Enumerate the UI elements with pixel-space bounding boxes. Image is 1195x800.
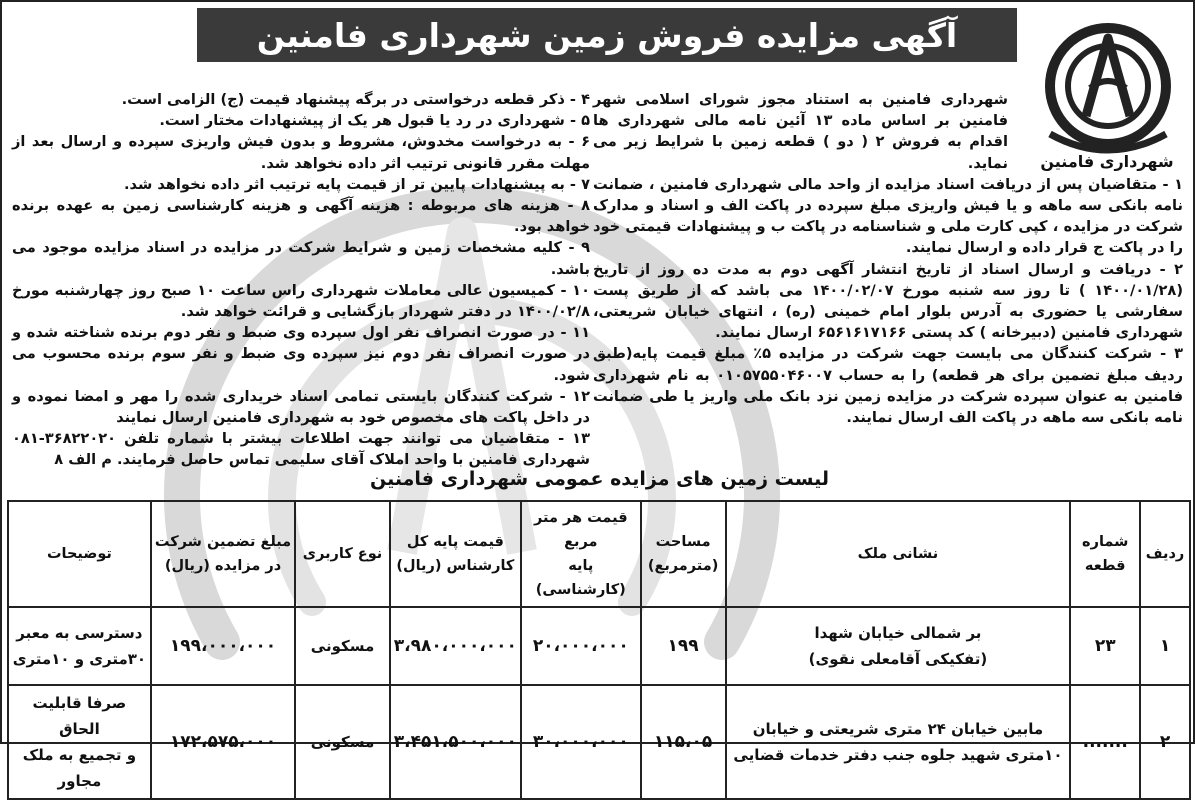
condition-item-9: ۹ - کلیه مشخصات زمین و شرایط شرکت در مزایده در اسناد مزایده موجود می باشد. <box>12 239 590 278</box>
header-land-use <box>295 501 390 607</box>
condition-item-3: ۳ - شرکت کنندگان می بایست جهت شرکت در مزایده ۵٪ مبلغ قیمت پایه(طبق ردیف مبلغ تضمین برای هر قطعه) را به حساب ۰۱۰۵۷۵۵۰۴۶۰۰۷ به نام شهرداری فامنین به عنوان سپرده شرکت در مزایده زمین نزد بانک ملی واریز یا طی ضمانت نامه بانکی سه ماهه در پاکت الف ارسال نمایند. <box>593 345 1183 427</box>
condition-item-7: ۷ - به پیشنهادات پایین تر از قیمت پایه ترتیب اثر داده نخواهد شد. <box>123 175 590 193</box>
table-header-row <box>8 501 1190 607</box>
title-bar <box>197 8 1017 62</box>
guarantee-amount-cell <box>151 685 295 799</box>
total-base-price-cell <box>390 607 521 685</box>
price-per-meter-cell <box>521 685 641 799</box>
address-cell <box>726 685 1071 799</box>
cell-value: ۳،۹۸۰،۰۰۰،۰۰۰ <box>393 636 517 656</box>
logo-caption: شهرداری فامنین <box>1040 152 1174 171</box>
area-cell <box>641 685 726 799</box>
cell-value: ۱۷۲،۵۷۵،۰۰۰ <box>169 732 277 752</box>
intro-paragraph: شهرداری فامنین به استناد مجوز شورای اسلامی شهر فامنین بر اساس ماده ۱۳ آئین نامه مالی شهرداری ها اقدام به فروش ۲ ( دو ) قطعه زمین با شرایط زیر می نماید. <box>593 91 1008 172</box>
header-total-base-price <box>390 501 521 607</box>
row-number-cell <box>1140 607 1190 685</box>
cell-value: صرفا قابلیت الحاق و تجمیع به ملک مجاور <box>22 694 137 790</box>
condition-item-1: ۱ - متقاضیان پس از دریافت اسناد مزایده از واحد مالی شهرداری فامنین ، ضمانت نامه بانکی سه ماهه و یا فیش واریزی مبلغ سپرده در پاکت الف و اسناد و مدارک شرکت در مزایده ، کپی کارت ملی و شناسنامه در پاکت ب و پیشنهادات قیمتی خود را در پاکت ج قرار داده و ارسال نمایند. <box>593 175 1183 257</box>
header-row-number <box>1140 501 1190 607</box>
table-title: لیست زمین های مزایده عمومی شهرداری فامنین <box>370 468 829 490</box>
header-notes <box>8 501 151 607</box>
land-use-cell <box>295 607 390 685</box>
condition-item-10: ۱۰ - کمیسیون عالی معاملات شهرداری راس ساعت ۱۰ صبح روز چهارشنبه مورخ ۱۴۰۰/۰۲/۸ در دفتر شهردار بازگشایی و قرائت خواهد شد. <box>12 281 590 321</box>
header-parcel-number <box>1070 501 1140 607</box>
header-label: ردیف <box>1145 546 1185 562</box>
header-price-per-meter <box>521 501 641 607</box>
conditions-right-column <box>593 89 1183 428</box>
header-label: شماره قطعه <box>1082 534 1129 574</box>
cell-value: ۳۰،۰۰۰،۰۰۰ <box>532 732 629 752</box>
guarantee-amount-cell <box>151 607 295 685</box>
condition-item-6: ۶ - به درخواست مخدوش، مشروط و بدون فیش واریزی سپرده و ارسال بعد از مهلت مقرر قانونی ترتیب اثر داده نخواهد شد. <box>12 133 590 172</box>
condition-item-8: ۸ - هزینه های مربوطه : هزینه آگهی و هزینه کارشناسی زمین به عهده برنده خواهد بود. <box>12 197 590 236</box>
cell-value: مسکونی <box>310 637 375 655</box>
cell-value: مابین خیابان ۲۴ متری شریعتی و خیابان ۱۰متری شهید جلوه جنب دفتر خدمات قضایی <box>733 720 1063 764</box>
header-label: نشانی ملک <box>857 546 939 562</box>
condition-item-4: ۴ - ذکر قطعه درخواستی در برگه پیشنهاد قیمت (ج) الزامی است. <box>121 91 590 108</box>
notes-cell <box>8 685 151 799</box>
header-label: قیمت هر متر مربع پایه (کارشناسی) <box>534 510 628 598</box>
header-label: نوع کاربری <box>302 546 383 562</box>
price-per-meter-cell <box>521 607 641 685</box>
condition-item-2: ۲ - دریافت و ارسال اسناد از تاریخ انتشار آگهی دوم به مدت ده روز از تاریخ (۱۴۰۰/۰۱/۲۸ ) تا روز سه شنبه مورخ ۱۴۰۰/۰۲/۰۷ می باشد که از طریق پست سفارشی یا حضوری به آدرس بلوار امام خمینی (ره) ، انتهای خیابان شریعتی، شهرداری فامنین (دبیرخانه ) کد پستی ۶۵۶۱۶۱۷۱۶۶ ارسال نمایند. <box>593 260 1183 342</box>
parcel-number-cell <box>1070 685 1140 799</box>
parcel-number-cell <box>1070 607 1140 685</box>
land-use-cell <box>295 685 390 799</box>
condition-item-12: ۱۲ - شرکت کنندگان بایستی تمامی اسناد خریداری شده را مهر و امضا نموده و در داخل پاکت های مخصوص خود به شهرداری فامنین ارسال نمایند <box>12 387 590 427</box>
header-guarantee-amount <box>151 501 295 607</box>
cell-value: ۲ <box>1159 732 1171 752</box>
condition-item-11: ۱۱ - در صورت انصراف نفر اول سپرده وی ضبط و نفر دوم برنده شناخته شده و در صورت انصراف نفر دوم نیز سپرده وی ضبط و نفر سوم برنده محسوب می شود. <box>12 324 590 384</box>
header-area <box>641 501 726 607</box>
cell-value: ۱۹۹،۰۰۰،۰۰۰ <box>169 636 277 656</box>
cell-value: مسکونی <box>310 733 375 751</box>
header-label: مساحت (مترمربع) <box>647 534 719 574</box>
conditions-left-column <box>12 89 590 471</box>
header-label: توضیحات <box>46 546 112 562</box>
cell-value: بر شمالی خیابان شهدا (تفکیکی آقامعلی نقوی) <box>808 624 988 668</box>
table-row <box>8 607 1190 685</box>
header-label: مبلغ تضمین شرکت در مزایده (ریال) <box>154 534 292 574</box>
cell-value: ۱۱۵،۰۵ <box>653 732 713 752</box>
total-base-price-cell <box>390 685 521 799</box>
cell-value: ۲۰،۰۰۰،۰۰۰ <box>532 636 629 656</box>
condition-item-5: ۵ - شهرداری در رد یا قبول هر یک از پیشنهادات مختار است. <box>159 112 590 130</box>
cell-value: ۳،۴۵۱،۵۰۰،۰۰۰ <box>393 732 517 752</box>
cell-value: ۱ <box>1159 636 1171 656</box>
notes-cell <box>8 607 151 685</box>
header-label: قیمت پایه کل کارشناس (ریال) <box>396 534 515 574</box>
table-row <box>8 685 1190 799</box>
lots-table <box>7 500 1191 800</box>
address-cell <box>726 607 1071 685</box>
condition-item-13: ۱۳ - متقاضیان می توانند جهت اطلاعات بیشتر با شماره تلفن ۳۶۸۲۲۰۲۰-۰۸۱ شهرداری فامنین با واحد املاک آقای سلیمی تماس حاصل فرمایند. م الف ۸ <box>12 430 590 469</box>
cell-value: دسترسی به معبر ۳۰متری و ۱۰متری <box>12 624 147 668</box>
cell-value: ....... <box>1082 732 1128 752</box>
header-address <box>726 501 1071 607</box>
area-cell <box>641 607 726 685</box>
cell-value: ۲۳ <box>1094 636 1116 656</box>
cell-value: ۱۹۹ <box>667 636 699 656</box>
row-number-cell <box>1140 685 1190 799</box>
page-title: آگهی مزایده فروش زمین شهرداری فامنین <box>256 15 958 55</box>
